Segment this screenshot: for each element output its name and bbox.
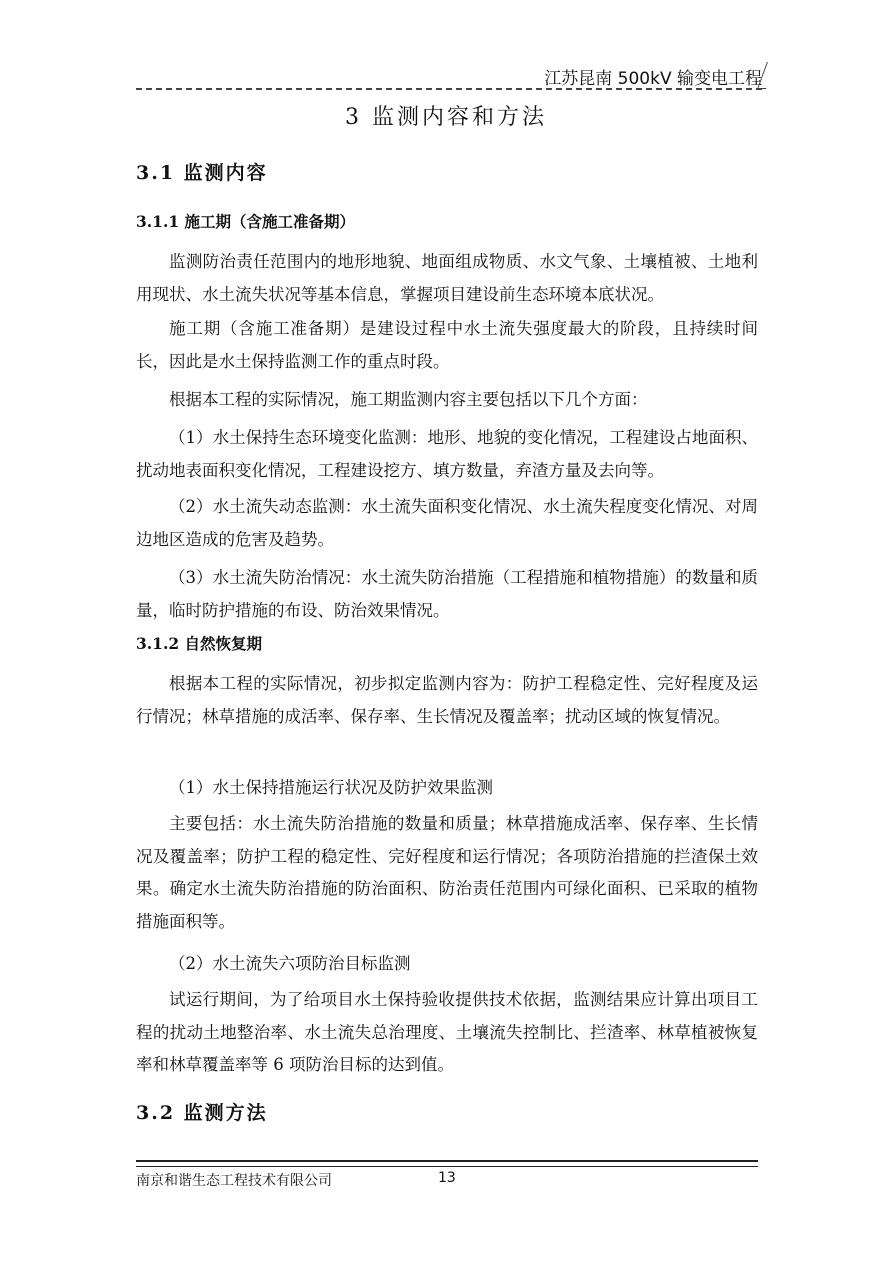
page-number: 13	[438, 1170, 456, 1186]
paragraph: 试运行期间，为了给项目水土保持验收提供技术依据，监测结果应计算出项目工程的扰动土地整治率、水土流失总治理度、土壤流失控制比、拦渣率、林草植被恢复率和林草覆盖率等 6 项防治目标的达到值。	[136, 990, 758, 1074]
footer-divider	[136, 1160, 758, 1167]
paragraph: 根据本工程的实际情况，施工期监测内容主要包括以下几个方面：	[169, 390, 648, 409]
paragraph: （2）水土流失动态监测：水土流失面积变化情况、水土流失程度变化情况、对周边地区造成的危害及趋势。	[136, 497, 758, 549]
paragraph: 监测防治责任范围内的地形地貌、地面组成物质、水文气象、土壤植被、土地利用现状、水土流失状况等基本信息，掌握项目建设前生态环境本底状况。	[136, 252, 758, 304]
paragraph: 主要包括：水土流失防治措施的数量和质量；林草措施成活率、保存率、生长情况及覆盖率；防护工程的稳定性、完好程度和运行情况；各项防治措施的拦渣保土效果。确定水土流失防治措施的防治面积、防治责任范围内可绿化面积、已采取的植物措施面积等。	[136, 814, 758, 931]
subsection-heading-3-1-2: 3.1.2 自然恢复期	[136, 634, 263, 653]
paragraph: （1）水土保持生态环境变化监测：地形、地貌的变化情况，工程建设占地面积、扰动地表面积变化情况，工程建设挖方、填方数量，弃渣方量及去向等。	[136, 428, 758, 480]
paragraph: 根据本工程的实际情况，初步拟定监测内容为：防护工程稳定性、完好程度及运行情况；林草措施的成活率、保存率、生长情况及覆盖率；扰动区域的恢复情况。	[136, 674, 758, 726]
paragraph: （3）水土流失防治情况：水土流失防治措施（工程措施和植物措施）的数量和质量，临时防护措施的布设、防治效果情况。	[136, 568, 758, 620]
section-heading-3-1: 3.1 监测内容	[136, 162, 268, 184]
paragraph: 施工期（含施工准备期）是建设过程中水土流失强度最大的阶段，且持续时间长，因此是水土保持监测工作的重点时段。	[136, 319, 758, 371]
footer-company: 南京和谐生态工程技术有限公司	[136, 1173, 332, 1189]
paragraph: （2）水土流失六项防治目标监测	[169, 954, 411, 973]
header-project-title: 江苏昆南 500kV 输变电工程	[544, 69, 762, 89]
header-divider	[136, 88, 762, 90]
subsection-heading-3-1-1: 3.1.1 施工期（含施工准备期）	[136, 212, 356, 231]
chapter-title: 3 监测内容和方法	[345, 105, 547, 130]
section-heading-3-2: 3.2 监测方法	[136, 1102, 268, 1124]
paragraph: （1）水土保持措施运行状况及防护效果监测	[169, 778, 493, 797]
